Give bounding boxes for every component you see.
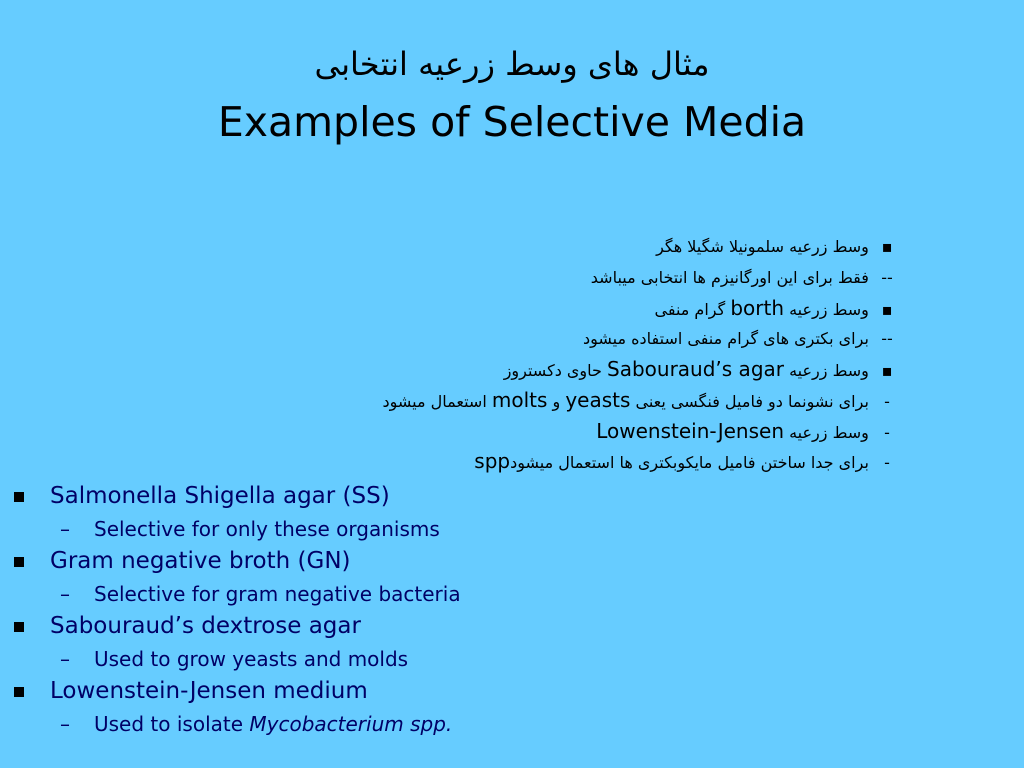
- square-bullet-icon: ▪: [881, 361, 893, 381]
- square-bullet-icon: ▪: [881, 300, 893, 320]
- organism-name: Mycobacterium spp.: [249, 712, 453, 736]
- dash-icon: –: [60, 647, 70, 671]
- square-bullet-icon: [14, 622, 24, 632]
- dash-marker: -: [884, 422, 890, 442]
- persian-note-text: وسط زرعیه: [789, 361, 869, 381]
- media-note: Used to isolate: [94, 712, 250, 736]
- list-subitem: [12, 513, 1012, 545]
- slide-title-persian: مثال های وسط زرعیه انتخابی: [314, 45, 710, 83]
- persian-note-7: [100, 416, 900, 447]
- dash-icon: –: [60, 517, 70, 541]
- persian-note-8: [100, 446, 900, 477]
- list-subitem: [12, 578, 1012, 610]
- persian-note-text: و: [552, 391, 561, 411]
- list-item: [12, 675, 1012, 708]
- persian-note-text: برای بکتری های گرام منفی استفاده میشود: [582, 328, 869, 348]
- persian-note-2: [100, 263, 900, 294]
- square-bullet-icon: [14, 557, 24, 567]
- dash-marker: -: [884, 453, 890, 473]
- media-name: Sabouraud’s dextrose agar: [50, 613, 361, 639]
- square-bullet-icon: ▪: [881, 237, 893, 256]
- persian-note-text: برای نشونما دو فامیل فنگسی یعنی: [635, 391, 869, 411]
- slide-title-english: Examples of Selective Media: [217, 98, 807, 146]
- persian-note-4: [100, 324, 900, 355]
- list-item: [12, 545, 1012, 578]
- media-name: Gram negative broth (GN): [50, 548, 351, 574]
- persian-note-text: فقط برای این اورگانیزم ها انتخابی میباشد: [590, 267, 869, 287]
- square-bullet-icon: [14, 687, 24, 697]
- latin-term: Lowenstein-Jensen: [596, 418, 784, 443]
- latin-term: spp: [474, 449, 511, 474]
- latin-term: Sabouraud’s agar: [607, 357, 784, 382]
- dash-marker: --: [881, 328, 893, 348]
- list-item: [12, 610, 1012, 643]
- media-note: Selective for gram negative bacteria: [94, 582, 461, 606]
- persian-note-text: استعمال میشود: [382, 391, 487, 411]
- persian-note-text: وسط زرعیه سلمونیلا شگیلا هگر: [656, 237, 869, 256]
- persian-note-3: [100, 293, 900, 324]
- persian-note-6: [100, 385, 900, 416]
- persian-note-5: [100, 354, 900, 385]
- square-bullet-icon: [14, 492, 24, 502]
- dash-marker: --: [881, 267, 893, 287]
- latin-term: borth: [730, 296, 784, 321]
- media-name: Salmonella Shigella agar (SS): [50, 483, 390, 509]
- persian-note-text: وسط زرعیه: [789, 300, 869, 320]
- persian-note-text: گرام منفی: [654, 300, 726, 320]
- persian-note-text: برای جدا ساختن فامیل مایکوبکتری ها استعمال میشود: [510, 453, 869, 473]
- persian-note-text: حاوی دکستروز: [503, 361, 602, 381]
- dash-marker: -: [884, 391, 890, 411]
- media-note: Used to grow yeasts and molds: [94, 647, 409, 671]
- persian-note-1: [100, 232, 900, 263]
- dash-icon: –: [60, 712, 70, 736]
- selective-media-list: [12, 480, 1012, 740]
- media-note: Selective for only these organisms: [94, 517, 440, 541]
- list-item: [12, 480, 1012, 513]
- latin-term: molts: [491, 387, 548, 412]
- latin-term: yeasts: [565, 387, 631, 412]
- list-subitem: [12, 643, 1012, 675]
- persian-note-text: وسط زرعیه: [789, 422, 869, 442]
- persian-notes: [100, 232, 900, 477]
- list-subitem: [12, 708, 1012, 740]
- dash-icon: –: [60, 582, 70, 606]
- media-name: Lowenstein-Jensen medium: [50, 678, 368, 704]
